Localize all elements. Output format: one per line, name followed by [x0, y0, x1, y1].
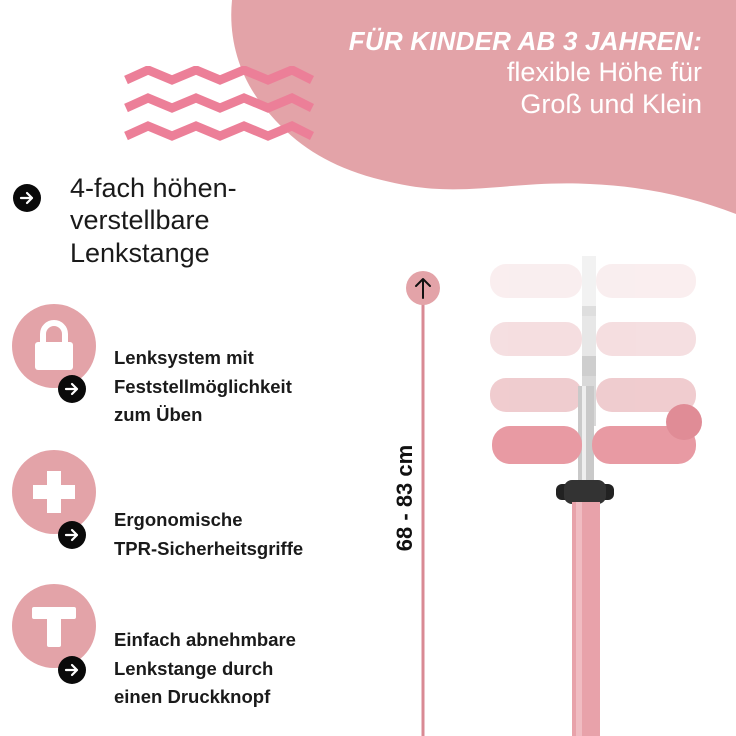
arrow-right-icon	[58, 521, 86, 549]
lock-icon	[29, 318, 79, 374]
feature-release-text	[114, 626, 296, 712]
feature-plus-circle	[12, 450, 96, 534]
scooter-handlebar-illustration	[478, 246, 718, 736]
headline	[349, 26, 702, 120]
feature-line: TPR-Sicherheitsgriffe	[114, 537, 304, 559]
height-label-text: 68 - 83 cm	[392, 444, 417, 552]
arrow-right-icon	[58, 375, 86, 403]
feature-grips-text	[114, 506, 303, 563]
feature-lock-circle	[12, 304, 96, 388]
arrow-right-icon	[13, 184, 41, 212]
feature-t-circle	[12, 584, 96, 668]
feature-line: zum Üben	[114, 404, 203, 426]
headline-line-3: Groß und Klein	[520, 88, 702, 119]
feature-lock-text	[114, 344, 292, 430]
feature-line: Feststellmöglichkeit	[114, 375, 292, 397]
headline-line-2: flexible Höhe für	[506, 56, 702, 87]
headline-line-1: FÜR KINDER AB 3 JAHREN:	[348, 26, 702, 56]
feature-line: Lenkstange durch	[114, 657, 274, 679]
main-feature-line: 4-fach höhen-	[70, 173, 237, 203]
feature-line: Lenksystem mit	[114, 347, 254, 368]
arrow-right-icon	[58, 656, 86, 684]
feature-line: Einfach abnehmbare	[114, 629, 296, 650]
main-feature-line: verstellbare	[70, 205, 210, 236]
feature-line: einen Druckknopf	[114, 686, 271, 708]
t-handle-icon	[28, 601, 80, 651]
main-feature-text	[70, 172, 237, 269]
main-feature-line: Lenkstange	[70, 237, 210, 268]
feature-line: Ergonomische	[114, 509, 243, 530]
zigzag-decoration	[124, 66, 314, 152]
plus-icon	[29, 467, 79, 517]
